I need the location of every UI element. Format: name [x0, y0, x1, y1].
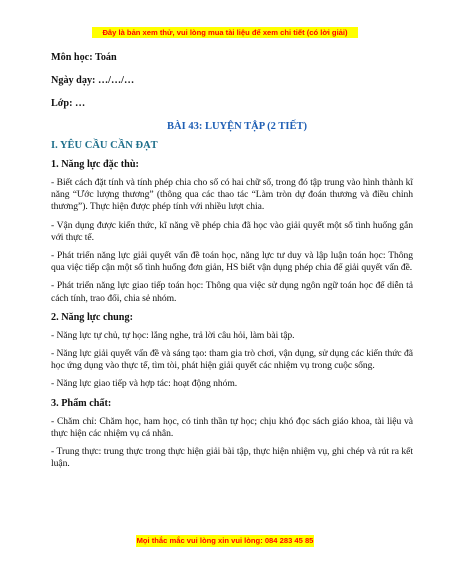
paragraph: - Năng lực giao tiếp và hợp tác: hoạt động nhóm.: [51, 378, 238, 390]
preview-notice-banner: Đây là bản xem thử, vui lòng mua tài liệu để xem chi tiết (có lời giải): [92, 27, 358, 38]
lesson-plan-content: [51, 51, 413, 470]
paragraph: - Chăm chỉ: Chăm học, ham học, có tinh thần tự học; chịu khó đọc sách giáo khoa, tài liệu và thực hiện các nhiệm vụ cá nhân.: [51, 415, 413, 439]
paragraph: - Trung thực: trung thực trong thực hiện giải bài tập, thực hiện nhiệm vụ, ghi chép và rút ra kết luận.: [51, 446, 413, 470]
paragraph: - Năng lực tự chủ, tự học: lắng nghe, trả lời câu hỏi, làm bài tập.: [51, 329, 295, 341]
subheading-specific-competence: 1. Năng lực đặc thù:: [51, 159, 139, 170]
subheading-qualities: 3. Phẩm chất:: [51, 397, 112, 409]
paragraph: - Vận dụng được kiến thức, kĩ năng về phép chia đã học vào giải quyết một số tình huống gắn với thực tế.: [51, 219, 413, 243]
contact-footer-banner: Mọi thắc mắc vui lòng xin vui lòng: 084 283 45 85: [136, 536, 314, 545]
section-heading-requirements: I. YÊU CẦU CẦN ĐẠT: [51, 140, 158, 151]
paragraph: - Năng lực giải quyết vấn đề và sáng tạo: tham gia trò chơi, vận dụng, sử dụng các kiến thức đã học ứng dụng vào thực tế, tìm tòi, phát hiện giải quyết các nhiệm vụ trong cuộc sống.: [51, 348, 413, 372]
lesson-title: BÀI 43: LUYỆN TẬP (2 TIẾT): [167, 121, 307, 132]
paragraph: - Biết cách đặt tính và tính phép chia cho số có hai chữ số, trong đó tập trung vào hình thành kĩ năng “Ước lượng thương” (thông qua các thao tác “Làm tròn dự đoán thương và điều chỉnh thương”). Thực hiện được phép tính với nhiều lượt chia.: [51, 177, 413, 213]
subject-line: Môn học: Toán: [51, 52, 117, 63]
paragraph: - Phát triển năng lực giải quyết vấn đề toán học, năng lực tư duy và lập luận toán học: Thông qua việc tiếp cận một số tình huống đơn giản, HS biết vận dụng phép chia để giải quyết vấn đề.: [51, 250, 413, 274]
paragraph: - Phát triển năng lực giao tiếp toán học: Thông qua việc sử dụng ngôn ngữ toán học để diễn tả cách tính, trao đổi, chia sẻ nhóm.: [51, 280, 413, 304]
teaching-date-line: Ngày dạy: …/…/…: [51, 75, 135, 86]
subheading-general-competence: 2. Năng lực chung:: [51, 311, 133, 323]
class-line: Lớp: …: [51, 98, 86, 109]
